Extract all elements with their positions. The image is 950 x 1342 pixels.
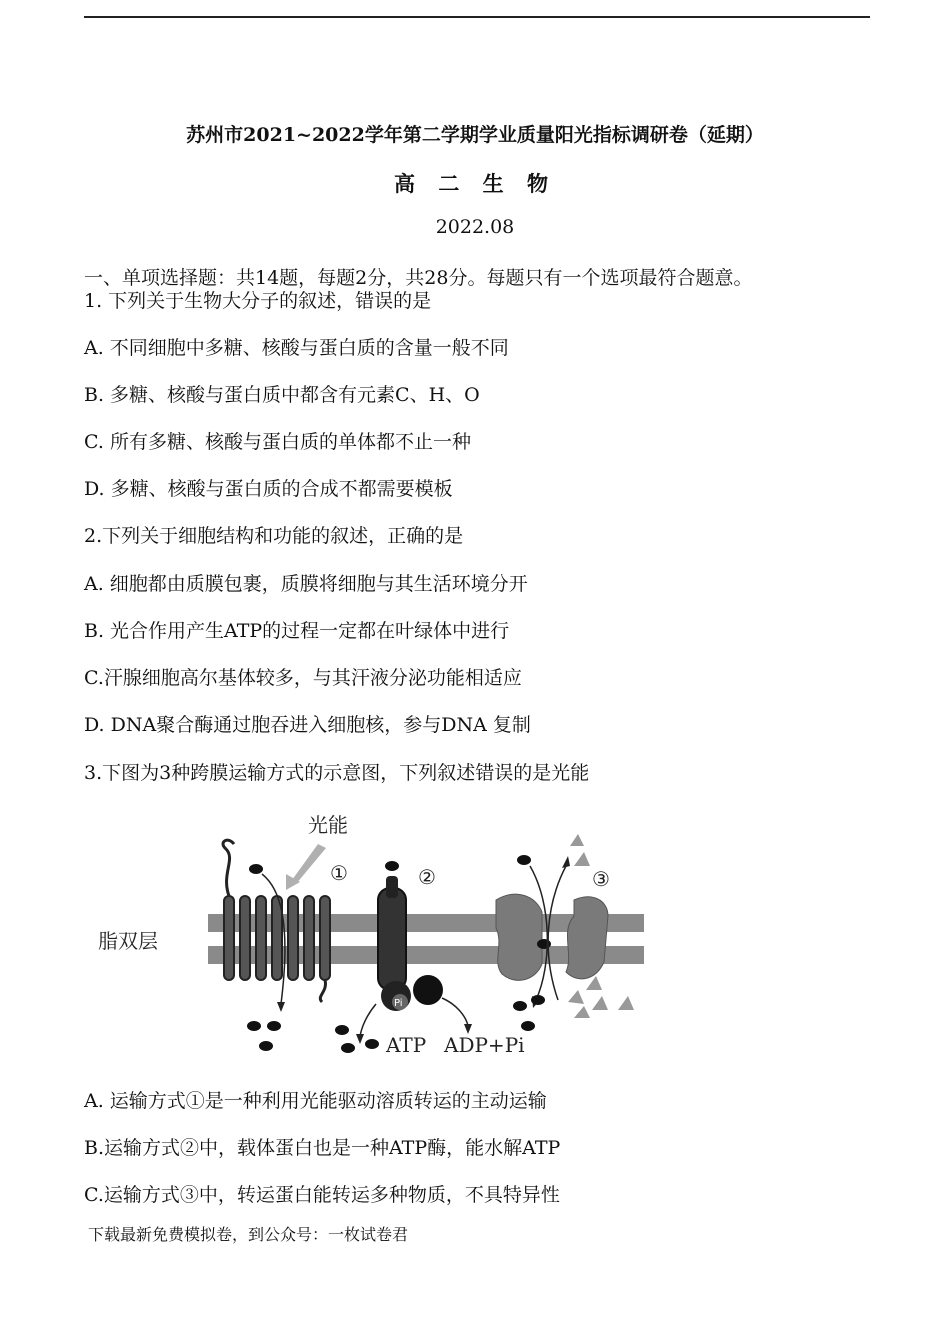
question-1-option-d: D. 多糖、核酸与蛋白质的合成不都需要模板 [84,478,453,500]
question-2-option-c: C.汗腺细胞高尔基体较多，与其汗液分泌功能相适应 [84,667,522,689]
transport-arrow-3-up [548,866,566,1000]
transporter-2 [378,888,406,990]
substance-3-e [574,1006,590,1018]
solute-3-c [521,1021,535,1031]
question-3-option-a: A. 运输方式①是一种利用光能驱动溶质转运的主动运输 [84,1090,547,1112]
solute-2-b [341,1043,355,1053]
transporter-3-right [566,897,608,979]
transport-arrowhead-2 [356,1034,364,1044]
lipid-bilayer-label: 脂双层 [98,929,158,953]
transport-arrowhead-1 [277,1002,285,1012]
question-1-option-b: B. 多糖、核酸与蛋白质中都含有元素C、H、O [84,384,480,406]
exam-date: 2022.08 [435,216,515,238]
transporter-1 [224,896,330,980]
question-2-option-a: A. 细胞都由质膜包裹，质膜将细胞与其生活环境分开 [84,573,528,595]
solute-3-b [531,995,545,1005]
transporter-2-head [413,975,443,1005]
substance-3-d [618,996,634,1010]
solute-1-c [259,1041,273,1051]
solute-2-c [365,1039,379,1049]
transporter-1-tail-bottom [320,980,325,1002]
substance-3-c [592,996,608,1010]
marker-1: ① [330,861,348,885]
phosphate-label: Pi [394,998,403,1009]
hydrolysis-arrow [442,998,468,1026]
solute-1-top [249,864,263,874]
transport-arrowhead-3-up [562,856,570,868]
solute-1-a [247,1021,261,1031]
top-rule [84,16,870,18]
question-3-stem: 3.下图为3种跨膜运输方式的示意图，下列叙述错误的是光能 [84,762,590,784]
atp-label: ATP [386,1033,427,1057]
question-2-option-d: D. DNA聚合酶通过胞吞进入细胞核，参与DNA 复制 [84,714,531,736]
question-3-option-b: B.运输方式②中，载体蛋白也是一种ATP酶，能水解ATP [84,1137,561,1159]
question-1-option-a: A. 不同细胞中多糖、核酸与蛋白质的含量一般不同 [84,337,509,359]
question-1-option-c: C. 所有多糖、核酸与蛋白质的单体都不止一种 [84,431,471,453]
adp-label: ADP+Pi [444,1033,525,1057]
membrane-transport-diagram [96,804,656,1066]
solute-3-top [517,855,531,865]
transporter-3-left [496,894,542,980]
solute-1-b [267,1021,281,1031]
substance-3-top-a [574,852,590,866]
exam-subject: 高 二 生 物 [394,171,556,196]
question-2-stem: 2.下列关于细胞结构和功能的叙述，正确的是 [84,525,464,547]
substance-3-top-b [570,834,584,846]
marker-2: ② [418,865,436,889]
light-arrow [292,844,326,884]
section-heading: 一、单项选择题：共14题，每题2分，共28分。每题只有一个选项最符合题意。 [84,267,753,289]
question-2-option-b: B. 光合作用产生ATP的过程一定都在叶绿体中进行 [84,620,510,642]
transport-arrow-2 [360,1004,376,1036]
solute-2-top [385,861,399,871]
substance-3-a [568,990,584,1004]
solute-3-a [513,1001,527,1011]
exam-title: 苏州市2021~2022学年第二学期学业质量阳光指标调研卷（延期） [186,124,764,146]
transporter-1-tail-top [223,840,234,896]
question-3-option-c: C.运输方式③中，转运蛋白能转运多种物质，不具特异性 [84,1184,560,1206]
transporter-2-gate [386,876,398,898]
solute-2-a [335,1025,349,1035]
light-energy-label: 光能 [308,813,348,837]
footer-notice: 下载最新免费模拟卷，到公众号：一枚试卷君 [88,1225,409,1244]
marker-3: ③ [592,867,610,891]
question-1-stem: 1. 下列关于生物大分子的叙述，错误的是 [84,290,432,312]
